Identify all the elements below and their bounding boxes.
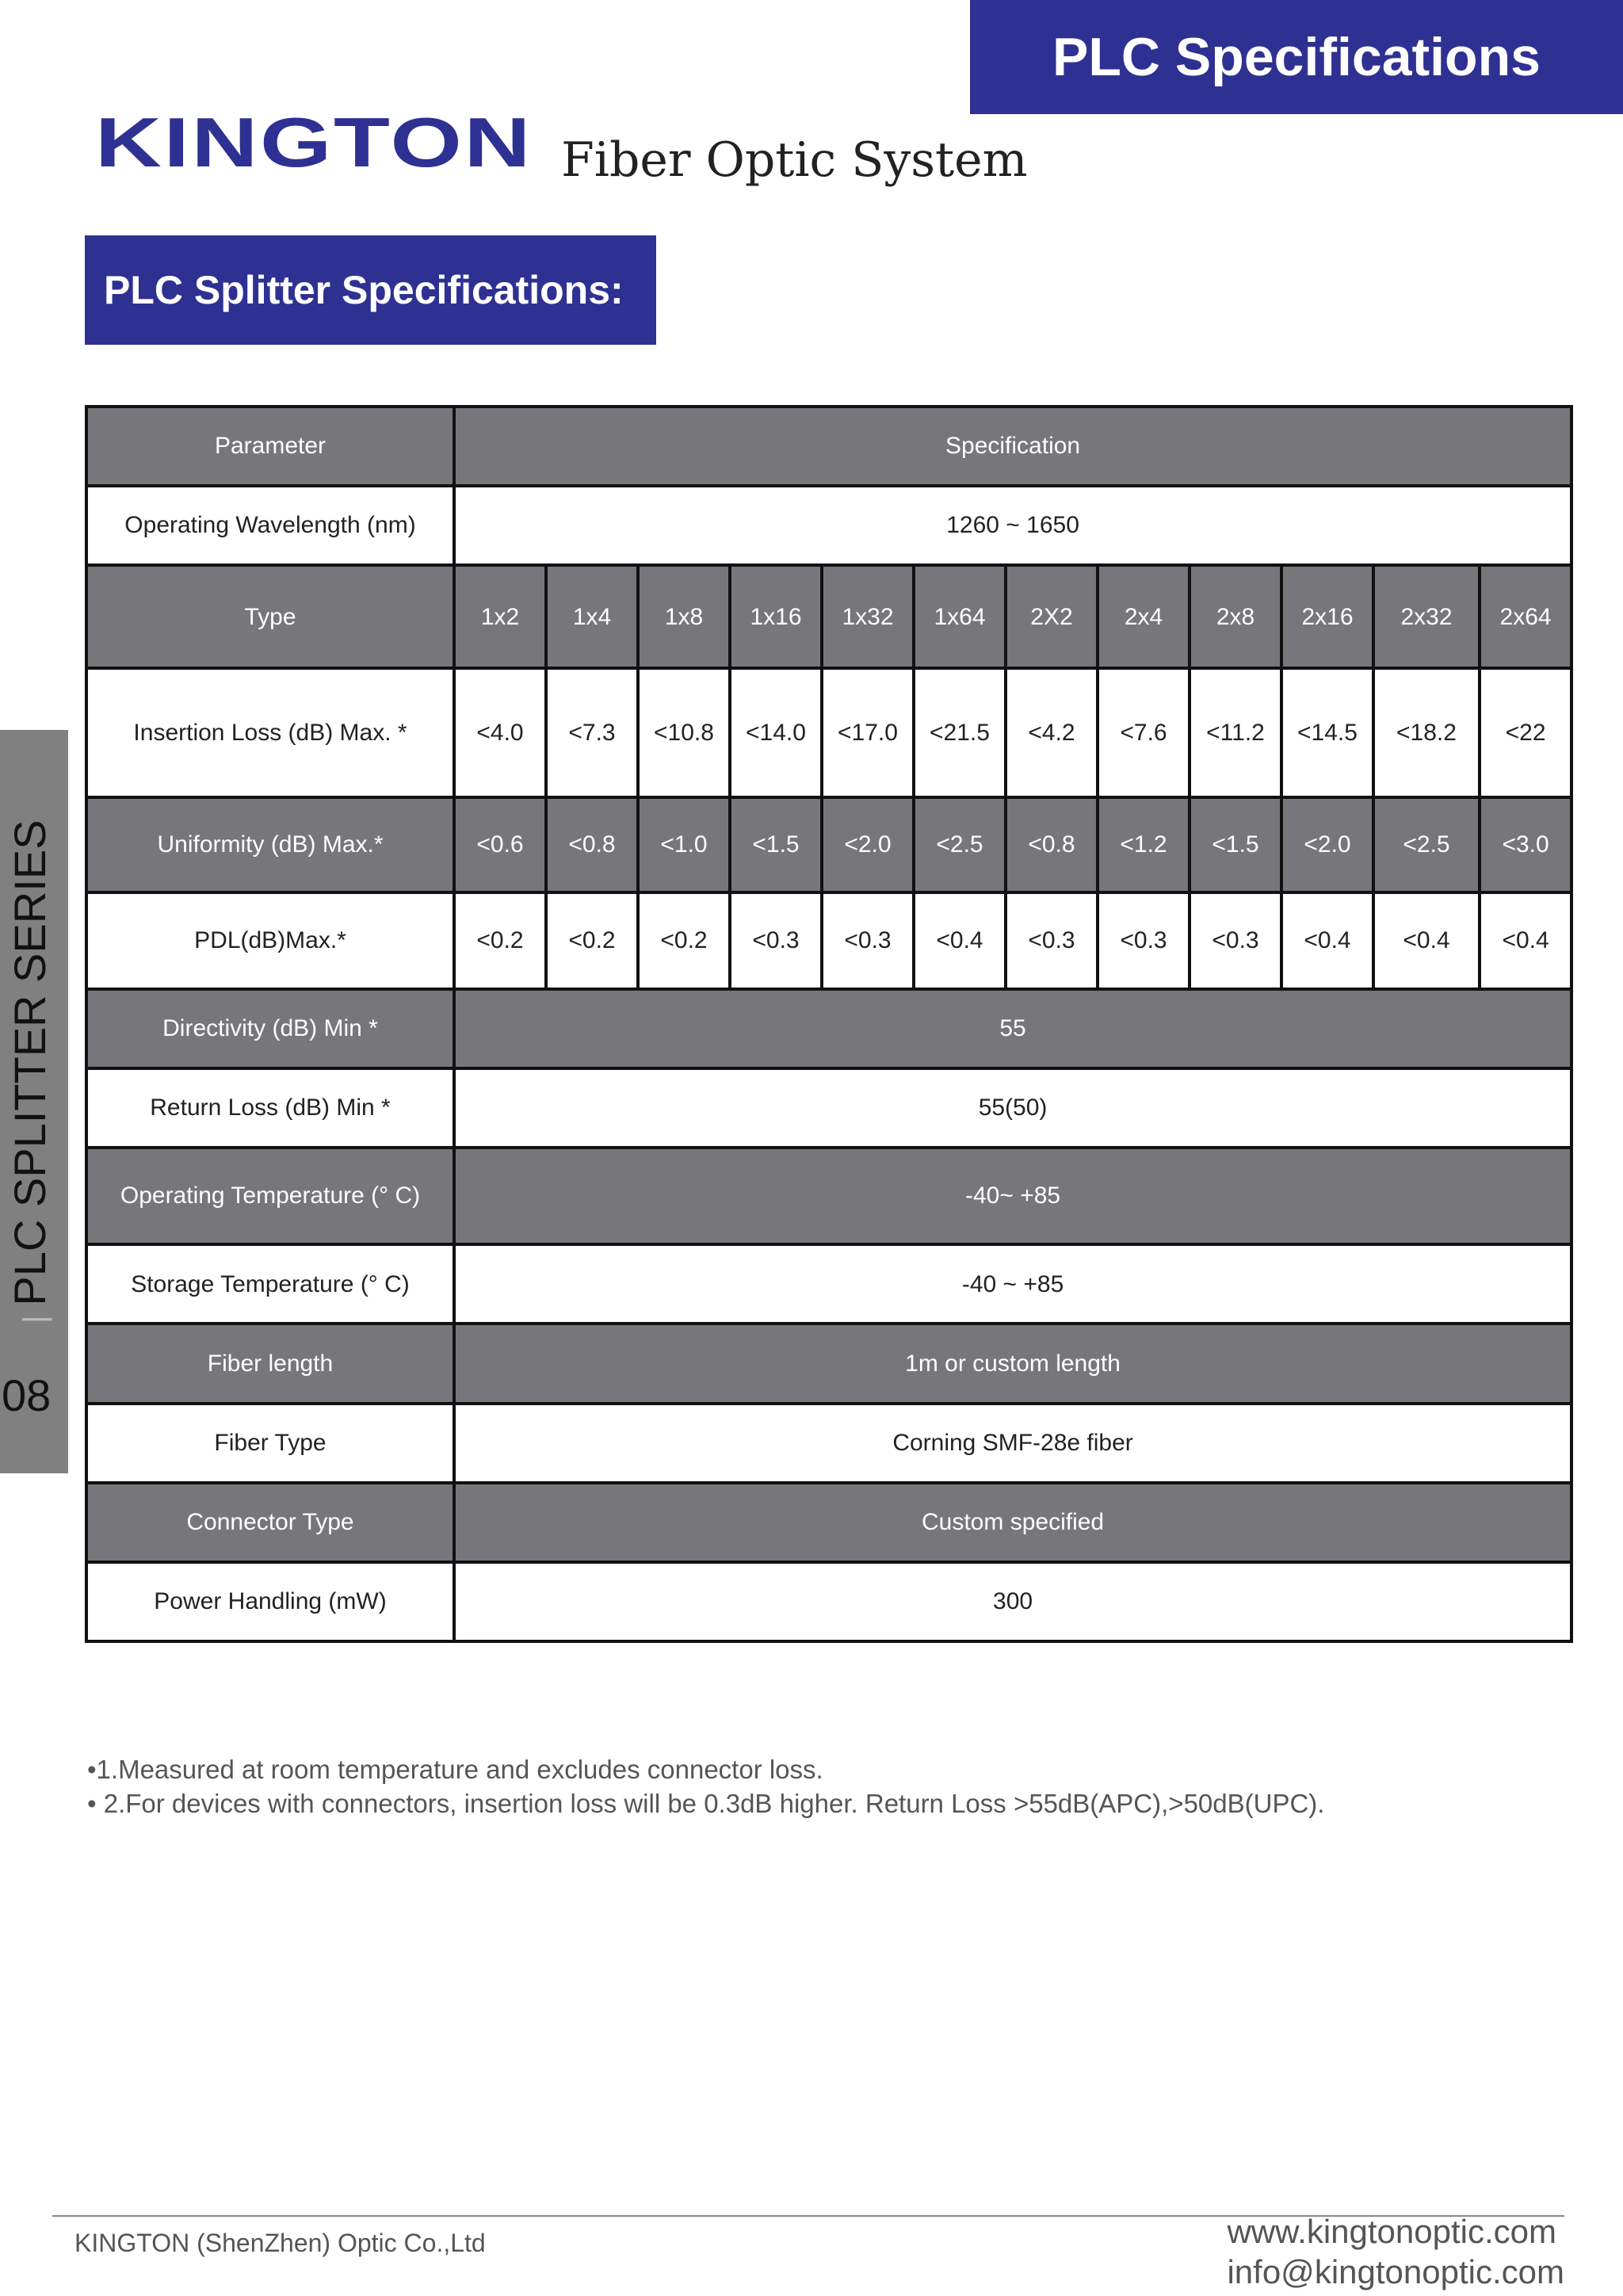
insertion-loss-cell: <4.0	[454, 668, 546, 797]
row-label: Fiber Type	[86, 1404, 454, 1483]
uniformity-cell: <2.5	[914, 797, 1006, 892]
insertion-loss-cell: <14.5	[1281, 668, 1373, 797]
insertion-loss-cell: <18.2	[1373, 668, 1480, 797]
row-label: Connector Type	[86, 1483, 454, 1562]
insertion-loss-cell: <17.0	[822, 668, 914, 797]
uniformity-row	[86, 797, 1571, 892]
row-value: Custom specified	[454, 1483, 1571, 1562]
footnote: •1.Measured at room temperature and excludes connector loss.	[87, 1755, 823, 1784]
row-label: Type	[86, 565, 454, 668]
insertion-loss-row	[86, 668, 1571, 797]
row-value: -40~ +85	[454, 1148, 1571, 1244]
footer-contact	[1227, 2211, 1564, 2292]
pdl-cell: <0.4	[1281, 892, 1373, 989]
table-row	[86, 1483, 1571, 1562]
header-specification: Specification	[454, 407, 1571, 486]
insertion-loss-cell: <7.6	[1098, 668, 1190, 797]
uniformity-cell: <1.2	[1098, 797, 1190, 892]
row-value: -40 ~ +85	[454, 1244, 1571, 1324]
pdl-cell: <0.2	[454, 892, 546, 989]
type-cell: 1x16	[730, 565, 822, 668]
row-value: 55(50)	[454, 1068, 1571, 1148]
uniformity-cell: <0.6	[454, 797, 546, 892]
brand-tagline: Fiber Optic System	[561, 132, 1028, 188]
brand-logo: KINGTON	[95, 103, 533, 181]
side-tab-separator: |	[17, 1315, 52, 1324]
table-row	[86, 1404, 1571, 1483]
row-label: Insertion Loss (dB) Max. *	[86, 668, 454, 797]
spec-table	[85, 405, 1573, 1643]
pdl-cell: <0.4	[1373, 892, 1480, 989]
type-cell: 1x4	[546, 565, 638, 668]
insertion-loss-cell: <4.2	[1006, 668, 1098, 797]
type-cell: 2x8	[1190, 565, 1281, 668]
row-label: Operating Wavelength (nm)	[86, 486, 454, 565]
type-row	[86, 565, 1571, 668]
table-header-row	[86, 407, 1571, 486]
table-row	[86, 1562, 1571, 1641]
pdl-cell: <0.3	[730, 892, 822, 989]
side-tab-series: PLC SPLITTER SERIES	[5, 819, 55, 1306]
uniformity-cell: <1.5	[730, 797, 822, 892]
uniformity-cell: <1.0	[638, 797, 730, 892]
type-cell: 1x64	[914, 565, 1006, 668]
row-value: Corning SMF-28e fiber	[454, 1404, 1571, 1483]
pdl-cell: <0.3	[1098, 892, 1190, 989]
type-cell: 2x4	[1098, 565, 1190, 668]
type-cell: 2x64	[1480, 565, 1571, 668]
pdl-cell: <0.2	[546, 892, 638, 989]
row-label: Power Handling (mW)	[86, 1562, 454, 1641]
uniformity-cell: <2.0	[822, 797, 914, 892]
uniformity-cell: <3.0	[1480, 797, 1571, 892]
insertion-loss-cell: <7.3	[546, 668, 638, 797]
uniformity-cell: <2.0	[1281, 797, 1373, 892]
table-row	[86, 1068, 1571, 1148]
insertion-loss-cell: <10.8	[638, 668, 730, 797]
row-value: 300	[454, 1562, 1571, 1641]
row-label: Return Loss (dB) Min *	[86, 1068, 454, 1148]
pdl-cell: <0.3	[822, 892, 914, 989]
pdl-cell: <0.4	[1480, 892, 1571, 989]
type-cell: 2x32	[1373, 565, 1480, 668]
insertion-loss-cell: <21.5	[914, 668, 1006, 797]
row-label: Fiber length	[86, 1324, 454, 1403]
page-banner-title: PLC Specifications	[970, 0, 1623, 114]
type-cell: 2X2	[1006, 565, 1098, 668]
header-parameter: Parameter	[86, 407, 454, 486]
type-cell: 1x2	[454, 565, 546, 668]
row-label: Directivity (dB) Min *	[86, 989, 454, 1068]
insertion-loss-cell: <14.0	[730, 668, 822, 797]
row-value: 55	[454, 989, 1571, 1068]
table-row	[86, 989, 1571, 1068]
insertion-loss-cell: <22	[1480, 668, 1571, 797]
type-cell: 2x16	[1281, 565, 1373, 668]
pdl-row	[86, 892, 1571, 989]
type-cell: 1x8	[638, 565, 730, 668]
table-row	[86, 1324, 1571, 1403]
uniformity-cell: <0.8	[1006, 797, 1098, 892]
table-row	[86, 1244, 1571, 1324]
row-value: 1260 ~ 1650	[454, 486, 1571, 565]
section-title: PLC Splitter Specifications:	[85, 235, 656, 345]
table-row	[86, 1148, 1571, 1244]
footer-website-link[interactable]: www.kingtonoptic.com	[1227, 2213, 1556, 2250]
row-label: Operating Temperature (° C)	[86, 1148, 454, 1244]
row-label: PDL(dB)Max.*	[86, 892, 454, 989]
type-cell: 1x32	[822, 565, 914, 668]
footer-email-link[interactable]: info@kingtonoptic.com	[1227, 2253, 1564, 2291]
brand-logo-block	[95, 82, 1028, 188]
pdl-cell: <0.3	[1006, 892, 1098, 989]
side-tab-text	[4, 819, 59, 1324]
footer-company: KINGTON (ShenZhen) Optic Co.,Ltd	[74, 2229, 486, 2257]
page-number: 08	[2, 1370, 52, 1420]
row-value: 1m or custom length	[454, 1324, 1571, 1403]
pdl-cell: <0.3	[1190, 892, 1281, 989]
row-label: Storage Temperature (° C)	[86, 1244, 454, 1324]
row-label: Uniformity (dB) Max.*	[86, 797, 454, 892]
insertion-loss-cell: <11.2	[1190, 668, 1281, 797]
pdl-cell: <0.2	[638, 892, 730, 989]
table-row	[86, 486, 1571, 565]
pdl-cell: <0.4	[914, 892, 1006, 989]
uniformity-cell: <1.5	[1190, 797, 1281, 892]
footnotes	[87, 1753, 1324, 1821]
uniformity-cell: <2.5	[1373, 797, 1480, 892]
footnote: • 2.For devices with connectors, insertion loss will be 0.3dB higher. Return Loss >55dB(APC),>50dB(UPC).	[87, 1788, 1325, 1818]
uniformity-cell: <0.8	[546, 797, 638, 892]
